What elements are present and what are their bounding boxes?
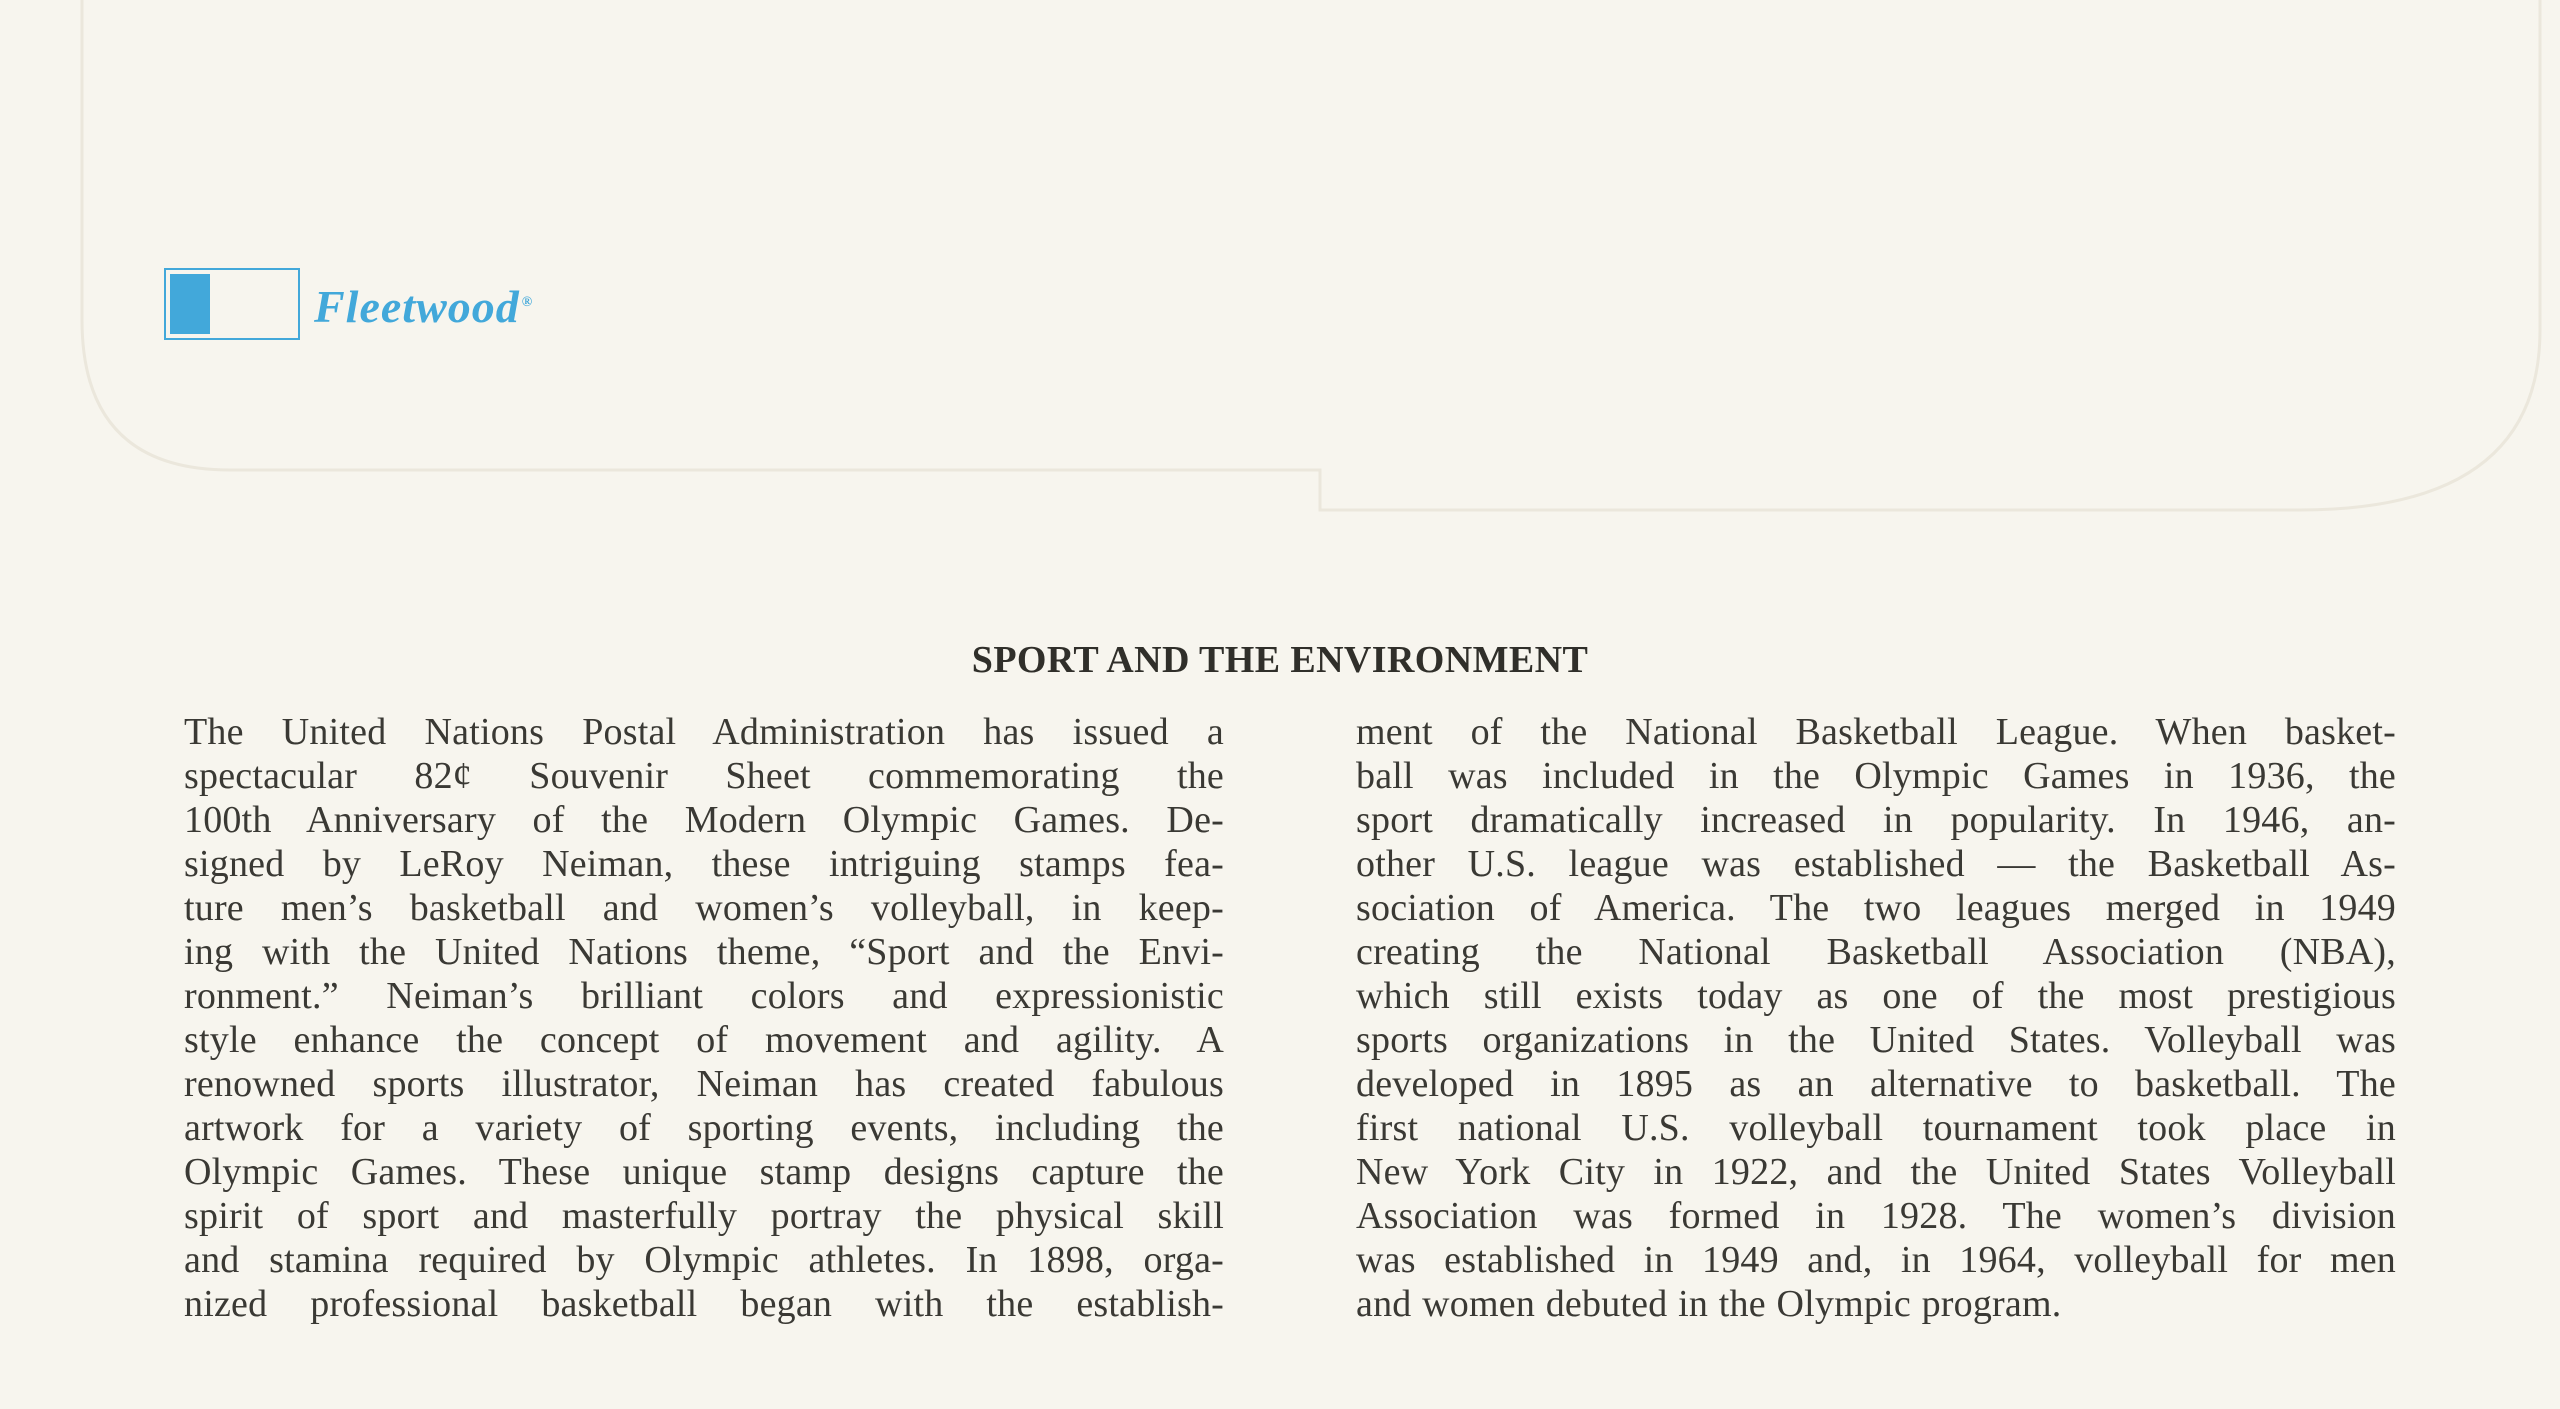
right-text-column	[1356, 710, 2396, 1326]
right-line: developed in 1895 as an alternative to basketball. The	[1356, 1063, 2396, 1105]
logo-box-fill	[170, 274, 210, 334]
right-line: other U.S. league was established — the Basketball As-	[1356, 843, 2396, 885]
right-line: which still exists today as one of the most prestigious	[1356, 975, 2396, 1017]
left-line: and stamina required by Olympic athletes. In 1898, orga-	[184, 1239, 1224, 1281]
right-line: New York City in 1922, and the United States Volleyball	[1356, 1151, 2396, 1193]
left-line: ronment.” Neiman’s brilliant colors and expressionistic	[184, 975, 1224, 1017]
logo-wordmark-text: Fleetwood	[314, 281, 520, 332]
right-line: ball was included in the Olympic Games in 1936, the	[1356, 755, 2396, 797]
left-line: The United Nations Postal Administration has issued a	[184, 711, 1224, 753]
left-line: nized professional basketball began with the establish-	[184, 1283, 1224, 1325]
left-line: ing with the United Nations theme, “Sport and the Envi-	[184, 931, 1224, 973]
fleetwood-logo	[164, 268, 533, 340]
logo-box-icon	[164, 268, 300, 340]
right-line: and women debuted in the Olympic program.	[1356, 1283, 2062, 1325]
right-line: was established in 1949 and, in 1964, volleyball for men	[1356, 1239, 2396, 1281]
right-line: sociation of America. The two leagues merged in 1949	[1356, 887, 2396, 929]
right-line: creating the National Basketball Association (NBA),	[1356, 931, 2396, 973]
right-line: ment of the National Basketball League. When basket-	[1356, 711, 2396, 753]
page-title: SPORT AND THE ENVIRONMENT	[971, 639, 1589, 681]
left-line: spectacular 82¢ Souvenir Sheet commemorating the	[184, 755, 1224, 797]
registered-mark: ®	[521, 294, 534, 310]
logo-wordmark	[314, 281, 534, 332]
left-line: spirit of sport and masterfully portray the physical skill	[184, 1195, 1224, 1237]
right-line: sport dramatically increased in popularity. In 1946, an-	[1356, 799, 2396, 841]
left-line: signed by LeRoy Neiman, these intriguing stamps fea-	[184, 843, 1224, 885]
right-line: Association was formed in 1928. The women’s division	[1356, 1195, 2396, 1237]
right-line: first national U.S. volleyball tournament took place in	[1356, 1107, 2396, 1149]
right-line: sports organizations in the United States. Volleyball was	[1356, 1019, 2396, 1061]
left-line: 100th Anniversary of the Modern Olympic Games. De-	[184, 799, 1224, 841]
left-line: artwork for a variety of sporting events, including the	[184, 1107, 1224, 1149]
left-line: ture men’s basketball and women’s volleyball, in keep-	[184, 887, 1224, 929]
left-text-column	[184, 710, 1224, 1326]
left-line: renowned sports illustrator, Neiman has created fabulous	[184, 1063, 1224, 1105]
left-line: style enhance the concept of movement and agility. A	[184, 1019, 1224, 1061]
left-line: Olympic Games. These unique stamp designs capture the	[184, 1151, 1224, 1193]
